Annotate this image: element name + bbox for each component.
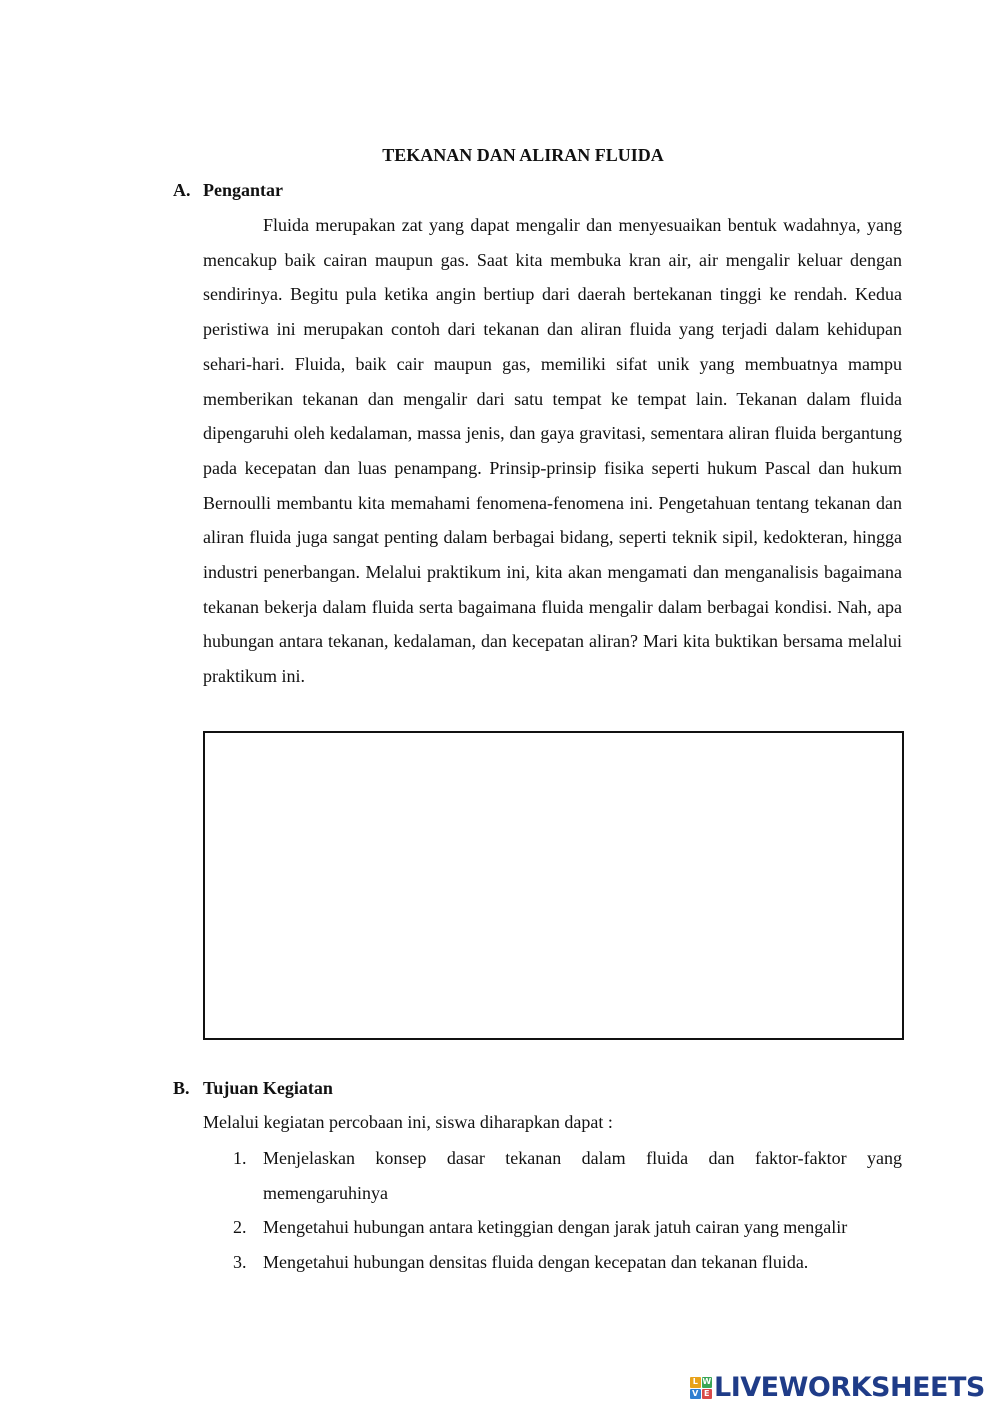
goal-number: 1.: [233, 1148, 247, 1168]
goal-item-2: [233, 1210, 902, 1245]
image-placeholder-box: [203, 731, 904, 1040]
page-title: TEKANAN DAN ALIRAN FLUIDA: [382, 145, 664, 165]
logo-mark-tile: V: [690, 1389, 701, 1400]
goal-text: Mengetahui hubungan antara ketinggian dengan jarak jatuh cairan yang mengalir: [263, 1217, 848, 1238]
intro-paragraph: Fluida merupakan zat yang dapat mengalir dan menyesuaikan bentuk wadahnya, yang mencakup baik cairan maupun gas. Saat kita membuka kran air, air mengalir keluar dengan sendirinya. Begitu pula ketika angin bertiup dari daerah bertekanan tinggi ke rendah. Kedua peristiwa ini merupakan contoh dari tekanan dan aliran fluida yang terjadi dalam kehidupan sehari-hari. Fluida, baik cair maupun gas, memiliki sifat unik yang membuatnya mampu memberikan tekanan dan mengalir dari satu tempat ke tempat lain. Tekanan dalam fluida dipengaruhi oleh kedalaman, massa jenis, dan gaya gravitasi, sementara aliran fluida bergantung pada kecepatan dan luas penampang. Prinsip-prinsip fisika seperti hukum Pascal dan hukum Bernoulli membantu kita memahami fenomena-fenomena ini. Pengetahuan tentang tekanan dan aliran fluida juga sangat penting dalam berbagai bidang, seperti teknik sipil, kedokteran, hingga industri penerbangan. Melalui praktikum ini, kita akan mengamati dan menganalisis bagaimana tekanan bekerja dalam fluida serta bagaimana fluida mengalir dalam berbagai kondisi. Nah, apa hubungan antara tekanan, kedalaman, dan kecepatan aliran? Mari kita buktikan bersama melalui praktikum ini.: [203, 215, 902, 687]
logo-mark-tile: L: [690, 1377, 701, 1388]
section-a-title: Pengantar: [203, 180, 283, 200]
goal-item-3: [233, 1245, 902, 1280]
liveworksheets-logo-text: LIVEWORKSHEETS: [714, 1372, 985, 1403]
section-a-letter: A.: [173, 180, 191, 200]
goal-number: 3.: [233, 1252, 247, 1273]
liveworksheets-logo-icon: [690, 1377, 712, 1399]
section-a-heading: [173, 178, 283, 202]
section-b-title: Tujuan Kegiatan: [203, 1078, 333, 1098]
section-b-heading: [173, 1076, 333, 1100]
logo-mark-tile: W: [702, 1377, 712, 1387]
goal-text: Mengetahui hubungan densitas fluida dengan kecepatan dan tekanan fluida.: [263, 1252, 809, 1273]
section-b-letter: B.: [173, 1078, 190, 1098]
goal-number: 2.: [233, 1217, 247, 1238]
goal-text: Menjelaskan konsep dasar tekanan dalam fluida dan faktor-faktor yang memengaruhinya: [263, 1148, 902, 1203]
goal-item-1: [233, 1141, 902, 1210]
liveworksheets-logo: [690, 1374, 985, 1402]
goals-lead-text: Melalui kegiatan percobaan ini, siswa diharapkan dapat :: [203, 1112, 613, 1132]
goals-list: [233, 1141, 902, 1280]
logo-mark-tile: E: [702, 1389, 713, 1400]
